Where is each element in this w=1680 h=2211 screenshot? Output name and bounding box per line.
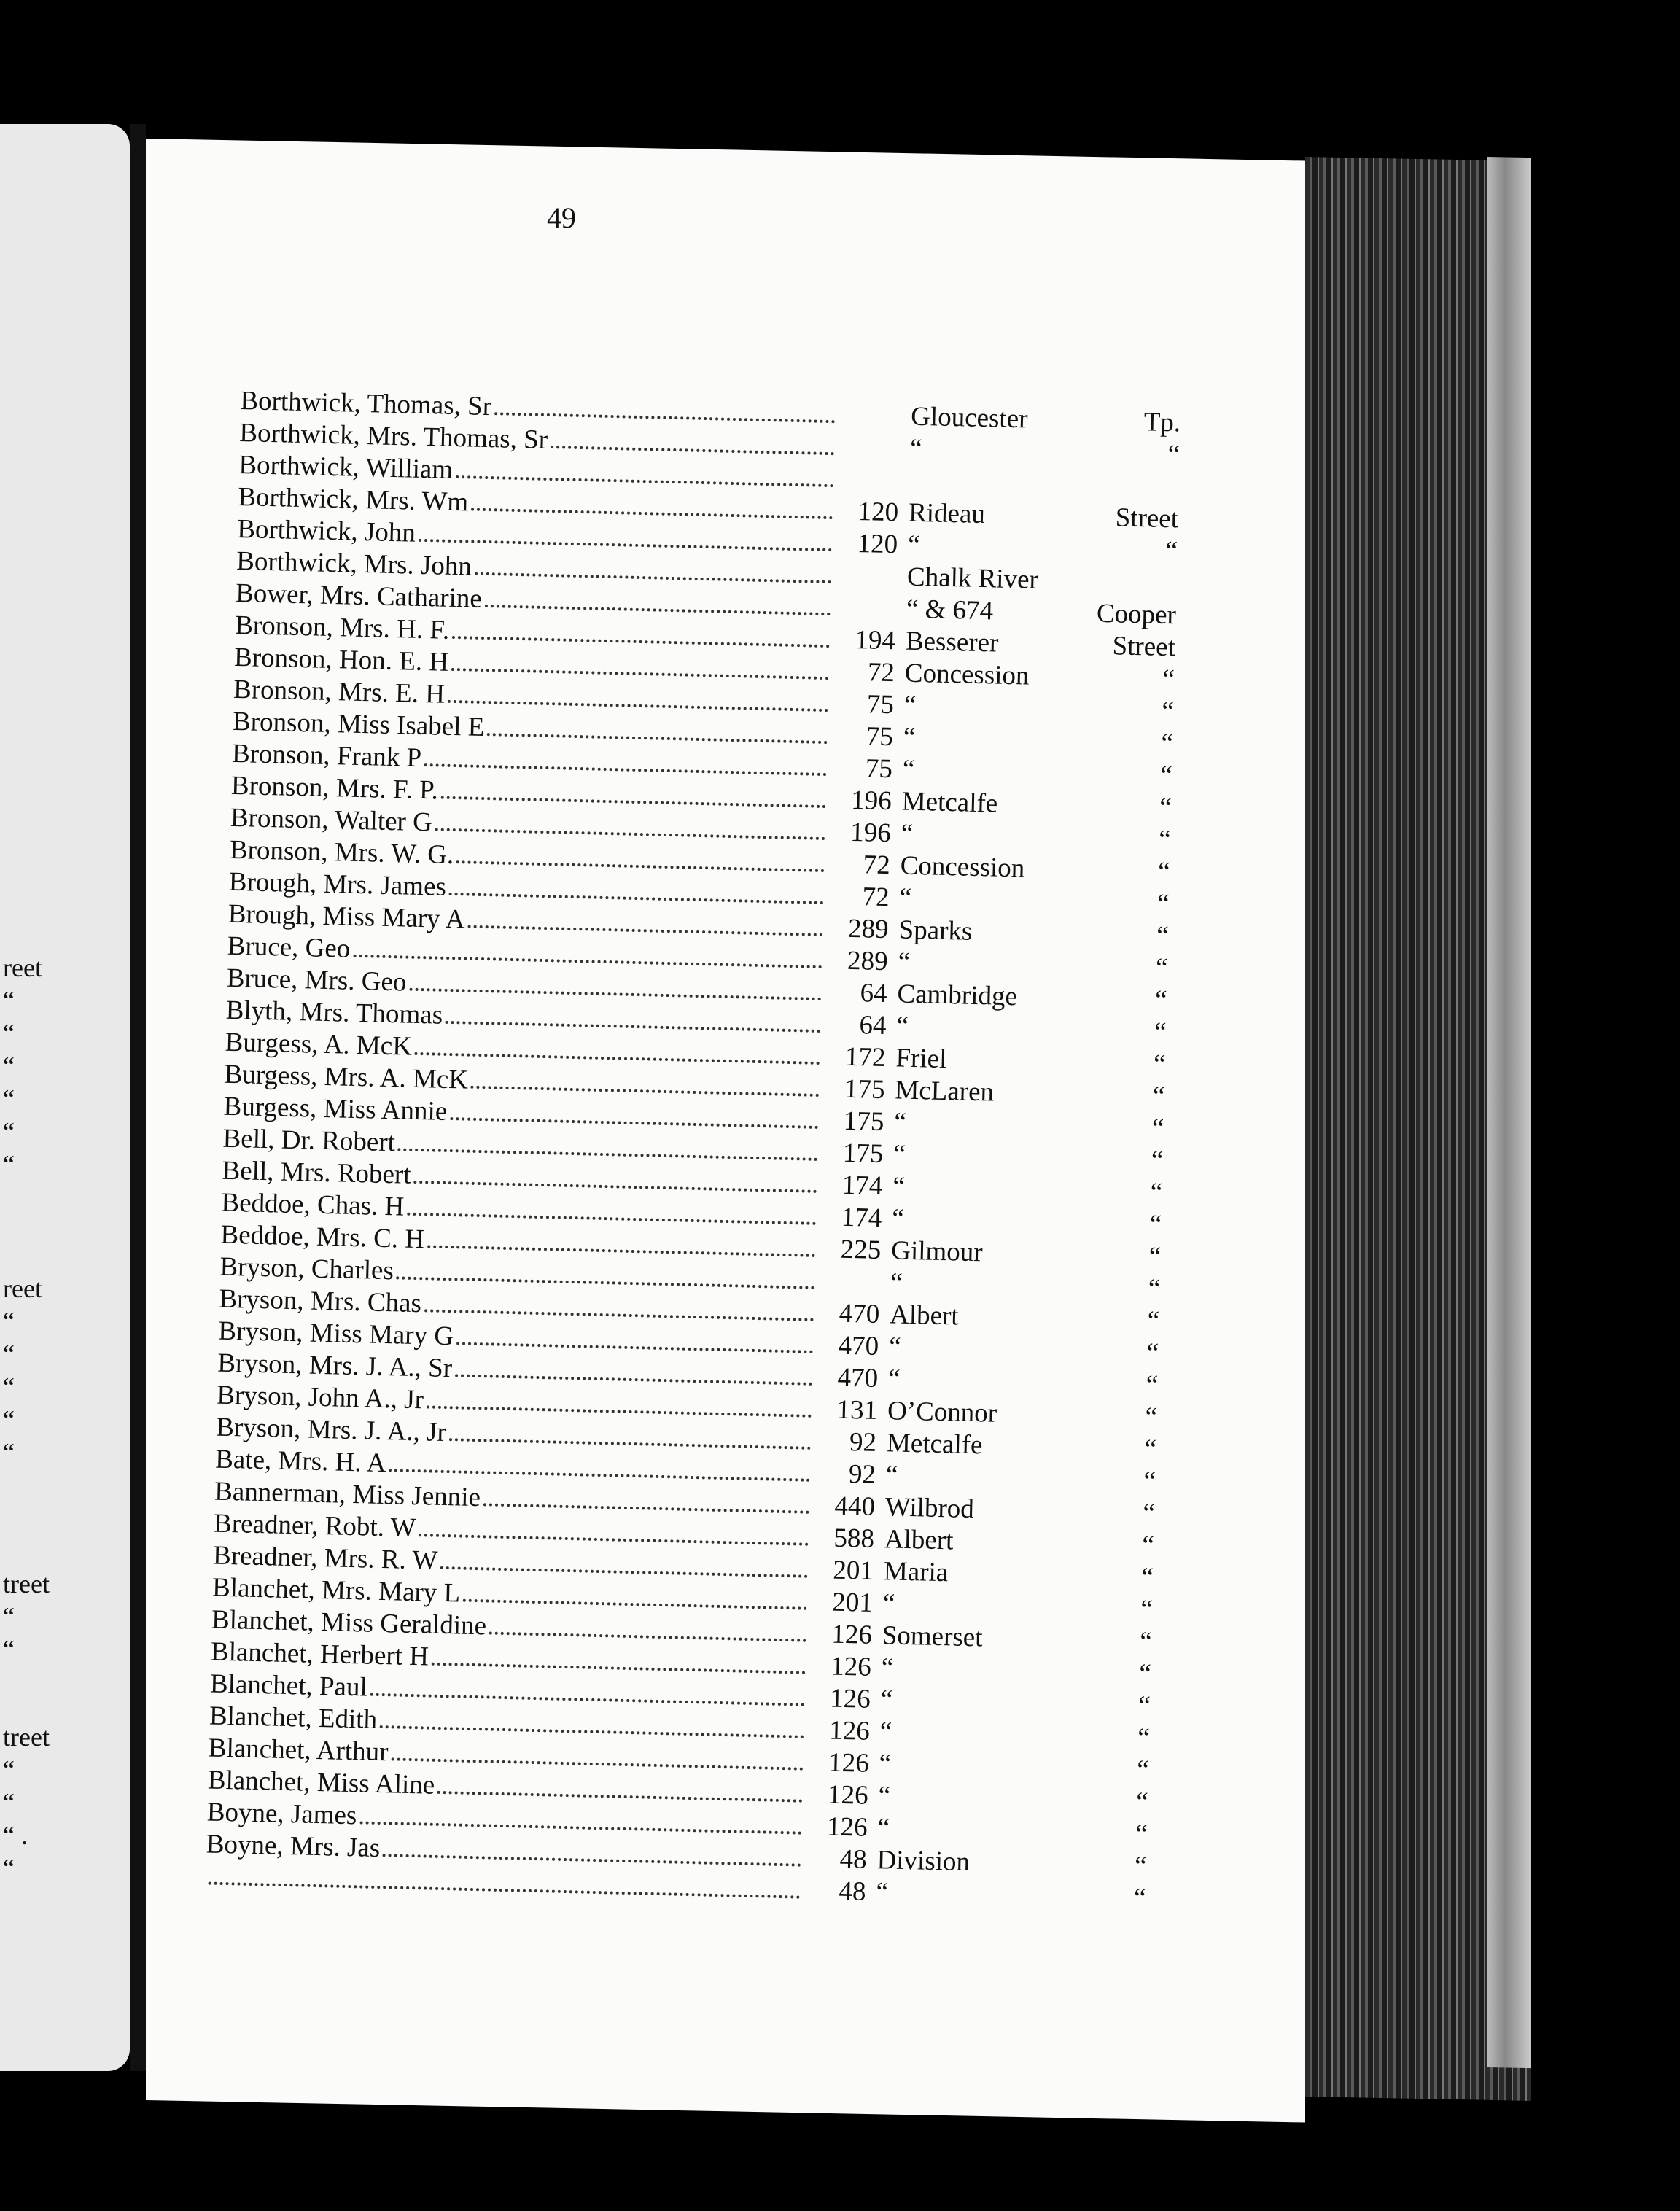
- directory-listing: [205, 385, 1181, 1915]
- entry-street: Metcalfe: [886, 1428, 983, 1461]
- entry-street-number: 126: [828, 1715, 871, 1746]
- dot-leader: [456, 860, 825, 872]
- entry-street-number: 64: [860, 978, 888, 1009]
- left-page-fragment: “ .: [3, 1821, 28, 1850]
- entry-street-number: 72: [863, 850, 891, 881]
- entry-street-number: 174: [841, 1202, 882, 1234]
- entry-street: “: [885, 1460, 898, 1491]
- entry-street-suffix: “: [1145, 1402, 1158, 1433]
- entry-name: Beddoe, Mrs. C. H: [220, 1219, 425, 1255]
- entry-street: “: [877, 1813, 890, 1843]
- dot-leader: [397, 1276, 814, 1289]
- entry-name: Blanchet, Herbert H: [210, 1636, 429, 1672]
- entry-name: Blanchet, Paul: [209, 1668, 368, 1703]
- entry-street: “: [890, 1267, 903, 1298]
- entry-street-number: 174: [841, 1170, 883, 1202]
- entry-name: Bruce, Geo: [227, 930, 351, 964]
- entry-street-number: [833, 615, 896, 617]
- entry-street-number: 175: [843, 1106, 884, 1138]
- left-page-fragment: “: [3, 1052, 15, 1081]
- entry-street-number: 126: [826, 1811, 868, 1843]
- dot-leader: [441, 796, 826, 808]
- entry-street-number: 48: [839, 1843, 868, 1875]
- entry-street: “: [893, 1107, 907, 1138]
- dot-leader: [451, 668, 829, 680]
- entry-street-suffix: “: [1165, 535, 1178, 567]
- entry-street: O’Connor: [887, 1396, 998, 1429]
- entry-street-number: 126: [828, 1747, 870, 1779]
- entry-street-suffix: “: [1138, 1658, 1152, 1689]
- entry-street: Albert: [884, 1524, 954, 1556]
- entry-name: Beddoe, Chas. H: [221, 1187, 405, 1222]
- entry-street-suffix: “: [1147, 1305, 1160, 1337]
- entry-street-number: 175: [844, 1073, 885, 1106]
- entry-street-suffix: “: [1158, 824, 1172, 855]
- entry-name: Bronson, Mrs. F. P.: [230, 770, 439, 806]
- entry-name: Bryson, John A., Jr: [216, 1380, 424, 1415]
- entry-name: Burgess, A. McK: [225, 1027, 413, 1062]
- entry-street: Maria: [883, 1556, 949, 1588]
- entry-street-number: 131: [836, 1394, 878, 1426]
- entry-street-suffix: “: [1134, 1851, 1147, 1881]
- entry-street: “: [903, 722, 916, 753]
- entry-street: Besserer: [905, 626, 999, 658]
- left-page-fragment: reet: [3, 1274, 42, 1303]
- entry-street-number: 120: [858, 497, 899, 528]
- dot-leader: [456, 1342, 813, 1353]
- left-page-fragment: “: [3, 1438, 15, 1467]
- entry-street-number: 92: [849, 1427, 877, 1458]
- entry-name: Bell, Mrs. Robert: [222, 1155, 412, 1190]
- dot-leader: [427, 1245, 815, 1257]
- entry-street-suffix: “: [1156, 888, 1170, 920]
- dot-leader: [419, 1534, 809, 1546]
- dot-leader: [487, 733, 828, 744]
- entry-street-suffix: “: [1149, 1209, 1162, 1240]
- entry-name: Bryson, Mrs. J. A., Jr: [215, 1412, 447, 1448]
- entry-street-number: 588: [833, 1523, 875, 1554]
- entry-name: Brough, Mrs. James: [228, 866, 447, 902]
- entry-street-number: 470: [837, 1362, 879, 1394]
- entry-street-number: 289: [847, 913, 890, 945]
- entry-street-number: [834, 583, 897, 585]
- dot-leader: [489, 1632, 806, 1642]
- entry-street: Wilbrod: [884, 1492, 975, 1525]
- entry-street-suffix: “: [1161, 696, 1175, 727]
- entry-name: Borthwick, Thomas, Sr: [240, 385, 492, 422]
- left-page-fragment: “: [3, 1150, 15, 1179]
- left-page-fragment: “: [3, 1635, 15, 1664]
- dot-leader: [450, 1117, 818, 1129]
- entry-street: “: [903, 690, 917, 720]
- dot-leader: [448, 700, 828, 712]
- entry-street-suffix: “: [1140, 1594, 1154, 1625]
- left-page-fragment: “: [3, 1755, 15, 1784]
- entry-street-suffix: “: [1159, 792, 1172, 823]
- dot-leader: [424, 1309, 814, 1321]
- entry-name: Boyne, Mrs. Jas: [206, 1829, 381, 1864]
- dot-leader: [407, 1213, 816, 1225]
- entry-name: Bryson, Mrs. Chas: [218, 1283, 422, 1319]
- entry-name: Bannerman, Miss Jennie: [214, 1476, 481, 1513]
- dot-leader: [427, 1405, 812, 1417]
- entry-street-suffix: “: [1148, 1241, 1162, 1272]
- entry-street-number: 64: [859, 1010, 887, 1041]
- left-page-fragment: “: [3, 1788, 15, 1817]
- book-gutter: [130, 124, 146, 2071]
- entry-street-suffix: “: [1135, 1819, 1148, 1849]
- entry-street-number: 201: [832, 1555, 874, 1586]
- entry-street-number: 126: [830, 1651, 872, 1682]
- entry-street: Sparks: [898, 914, 973, 947]
- entry-street: Concession: [900, 850, 1025, 884]
- entry-street-suffix: “: [1148, 1273, 1161, 1305]
- entry-street-suffix: “: [1144, 1434, 1157, 1464]
- entry-street: “: [892, 1139, 906, 1170]
- dot-leader: [438, 1791, 803, 1803]
- entry-name: Borthwick, Mrs. Thomas, Sr: [238, 417, 548, 455]
- dot-leader: [471, 508, 833, 519]
- entry-street-number: 75: [866, 721, 894, 753]
- entry-street-suffix: “: [1142, 1498, 1156, 1528]
- entry-name: Bruce, Mrs. Geo: [226, 963, 407, 998]
- entry-street-suffix: “: [1138, 1690, 1151, 1721]
- entry-name: Breadner, Mrs. R. W: [212, 1540, 438, 1576]
- dot-leader: [494, 412, 835, 423]
- left-page-fragment: “: [3, 1854, 15, 1883]
- entry-name: Burgess, Mrs. A. McK: [224, 1059, 469, 1095]
- dot-leader: [398, 1148, 818, 1161]
- entry-street: Somerset: [882, 1620, 983, 1653]
- dot-leader: [370, 1693, 804, 1706]
- entry-street-suffix: “: [1154, 984, 1167, 1016]
- entry-street-suffix: “: [1167, 439, 1181, 470]
- entry-street-number: 470: [839, 1298, 880, 1329]
- entry-street-number: [837, 455, 900, 456]
- entry-street: “: [899, 882, 912, 913]
- dot-leader: [415, 1052, 820, 1065]
- dot-leader: [409, 988, 821, 1000]
- entry-name: Blanchet, Miss Aline: [207, 1765, 435, 1800]
- entry-street-suffix: “: [1157, 856, 1171, 887]
- entry-street-suffix: “: [1139, 1626, 1153, 1657]
- entry-name: Bronson, Mrs. E. H: [233, 674, 446, 710]
- entry-name: Bell, Dr. Robert: [222, 1123, 396, 1158]
- entry-street-number: 172: [844, 1041, 886, 1073]
- dot-leader: [440, 1566, 808, 1578]
- left-page-fragment: treet: [3, 1722, 50, 1752]
- entry-street-number: 194: [855, 624, 896, 656]
- entry-street-number: 175: [842, 1138, 884, 1170]
- entry-street: Friel: [895, 1043, 947, 1075]
- dot-leader: [424, 763, 827, 776]
- entry-street: Chalk River: [906, 562, 1039, 595]
- entry-name: Borthwick, John: [236, 513, 416, 548]
- entry-name: Borthwick, William: [238, 449, 454, 485]
- entry-name: Blanchet, Miss Geraldine: [211, 1604, 487, 1641]
- dot-leader: [455, 1374, 812, 1386]
- entry-street-suffix: Street: [1112, 631, 1176, 663]
- entry-street-number: 289: [847, 945, 889, 977]
- entry-name: Bronson, Walter G: [230, 802, 433, 838]
- entry-name: Boyne, James: [206, 1797, 357, 1831]
- entry-street-suffix: “: [1152, 1081, 1165, 1112]
- left-page-fragment: “: [3, 1307, 15, 1336]
- entry-street-suffix: “: [1160, 728, 1174, 759]
- entry-name: Bryson, Miss Mary G: [217, 1316, 454, 1352]
- entry-street: Division: [876, 1845, 971, 1878]
- left-page-fragment: “: [3, 1372, 15, 1402]
- entry-street: Albert: [889, 1299, 960, 1332]
- entry-street-suffix: “: [1150, 1177, 1163, 1208]
- entry-name: Bronson, Mrs. W. G.: [229, 834, 454, 871]
- dot-leader: [389, 1469, 810, 1482]
- entry-street: “: [892, 1171, 906, 1202]
- dot-leader: [380, 1725, 804, 1738]
- dot-leader: [483, 1503, 809, 1514]
- entry-street: Gilmour: [890, 1235, 984, 1268]
- entry-street-suffix: “: [1146, 1337, 1159, 1369]
- entry-street: “: [891, 1203, 905, 1234]
- entry-street-number: 126: [827, 1779, 869, 1811]
- entry-street: “: [902, 754, 915, 785]
- entry-street-suffix: “: [1162, 664, 1175, 695]
- left-page-fragment: “: [3, 1405, 15, 1434]
- entry-street-number: 48: [839, 1876, 867, 1907]
- entry-street: “: [880, 1685, 893, 1715]
- entry-street-number: 72: [867, 657, 895, 688]
- entry-street-number: 126: [831, 1619, 873, 1650]
- entry-street-number: 196: [849, 817, 892, 849]
- entry-street-number: [838, 423, 901, 424]
- entry-name: Bronson, Frank P: [231, 738, 422, 773]
- dot-leader: [452, 636, 830, 648]
- entry-street-number: 201: [831, 1587, 874, 1618]
- entry-name: Bronson, Mrs. H. F.: [234, 610, 450, 645]
- entry-street: “: [878, 1781, 891, 1811]
- entry-street-number: 196: [850, 785, 892, 817]
- entry-street: “: [887, 1364, 901, 1394]
- entry-street: Metcalfe: [901, 786, 998, 819]
- dot-leader: [383, 1854, 801, 1867]
- dot-leader: [449, 893, 824, 904]
- dot-leader: [471, 1086, 820, 1097]
- entry-street-suffix: “: [1140, 1562, 1154, 1593]
- entry-name: Blyth, Mrs. Thomas: [225, 995, 443, 1030]
- entry-street-number: [817, 1289, 880, 1291]
- entry-name: Bryson, Charles: [219, 1251, 394, 1286]
- left-page-fragment: “: [3, 986, 15, 1015]
- entry-street: “: [907, 529, 921, 561]
- dot-leader: [475, 572, 831, 584]
- entry-name: Blanchet, Edith: [209, 1701, 378, 1735]
- entry-street-suffix: “: [1137, 1722, 1151, 1753]
- entry-street: “: [876, 1877, 889, 1908]
- entry-street-suffix: “: [1151, 1145, 1164, 1176]
- dot-leader: [485, 605, 831, 615]
- entry-name: Breadner, Robt. W: [213, 1508, 416, 1544]
- entry-name: Blanchet, Arthur: [208, 1733, 389, 1768]
- entry-street: “: [879, 1717, 892, 1747]
- entry-street: “: [888, 1332, 902, 1362]
- entry-name: Bryson, Mrs. J. A., Sr: [217, 1348, 453, 1384]
- dot-leader: [391, 1757, 803, 1770]
- entry-street-number: 75: [866, 689, 895, 720]
- dot-leader: [432, 1663, 806, 1674]
- entry-street-number: 470: [838, 1330, 879, 1361]
- dot-leader: [413, 1181, 817, 1193]
- dot-leader: [551, 446, 834, 455]
- entry-street-number: 225: [840, 1234, 882, 1266]
- entry-street-suffix: “: [1159, 760, 1173, 791]
- entry-name: Bronson, Miss Isabel E: [232, 706, 485, 743]
- left-page-fragment: “: [3, 1602, 15, 1631]
- dot-leader: [446, 1021, 821, 1033]
- entry-street-number: 72: [862, 882, 890, 913]
- dot-leader: [419, 539, 832, 551]
- entry-street: Rideau: [908, 497, 986, 530]
- left-page-fragment: “: [3, 1019, 15, 1048]
- entry-street-suffix: “: [1146, 1369, 1159, 1401]
- dot-leader: [449, 1438, 811, 1450]
- entry-street-suffix: “: [1133, 1883, 1146, 1913]
- entry-street: Gloucester: [910, 401, 1028, 435]
- entry-street-suffix: [1092, 494, 1179, 496]
- entry-street-suffix: “: [1136, 1755, 1150, 1785]
- entry-street-suffix: Cooper: [1096, 598, 1177, 631]
- dot-leader: [359, 1821, 801, 1834]
- entry-name: Bate, Mrs. H. A: [214, 1444, 387, 1479]
- entry-street-suffix: [1089, 589, 1177, 591]
- entry-name: Bower, Mrs. Catharine: [235, 578, 483, 614]
- entry-name: Borthwick, Mrs. John: [236, 545, 472, 582]
- entry-street: “: [881, 1652, 894, 1683]
- entry-street-suffix: Street: [1115, 502, 1179, 535]
- entry-street: “: [909, 433, 923, 465]
- entry-street-suffix: “: [1155, 952, 1168, 984]
- entry-street: McLaren: [894, 1075, 995, 1108]
- entry-street-number: 92: [848, 1459, 876, 1490]
- entry-street-suffix: Tp.: [1143, 407, 1181, 438]
- dot-leader: [467, 925, 822, 936]
- entry-street-suffix: “: [1154, 1017, 1167, 1048]
- left-page-fragment: “: [3, 1084, 15, 1114]
- entry-street-suffix: “: [1141, 1530, 1155, 1561]
- entry-street: “: [898, 947, 911, 977]
- entry-street-suffix: “: [1156, 920, 1170, 952]
- entry-street-number: 440: [834, 1491, 876, 1522]
- dot-leader: [435, 828, 825, 840]
- left-page-fragment: reet: [3, 953, 42, 982]
- entry-name: Burgess, Miss Annie: [223, 1091, 448, 1127]
- entry-street: [899, 489, 1092, 493]
- entry-street-suffix: “: [1151, 1113, 1164, 1144]
- entry-street-suffix: “: [1143, 1466, 1156, 1496]
- entry-street-number: [836, 487, 899, 489]
- entry-street: Cambridge: [897, 979, 1018, 1012]
- entry-name: Bronson, Hon. E. H: [233, 642, 449, 677]
- dot-leader: [456, 475, 833, 487]
- entry-name: Blanchet, Mrs. Mary L: [211, 1572, 461, 1609]
- entry-street: Concession: [904, 658, 1030, 691]
- entry-street-number: 75: [865, 753, 893, 785]
- entry-street: “ & 674: [906, 594, 994, 626]
- entry-street-suffix: “: [1135, 1787, 1149, 1817]
- entry-street: “: [882, 1588, 895, 1619]
- entry-street-number: 120: [857, 528, 898, 560]
- entry-street: “: [901, 818, 914, 849]
- page-number: 49: [547, 201, 576, 234]
- entry-street: “: [879, 1749, 892, 1779]
- left-page-fragment: treet: [3, 1569, 50, 1598]
- entry-name: Borthwick, Mrs. Wm: [237, 481, 469, 518]
- left-page-fragment: “: [3, 1117, 15, 1146]
- entry-street: “: [896, 1011, 909, 1041]
- dot-leader: [463, 1599, 807, 1610]
- entry-street-suffix: “: [1153, 1049, 1166, 1080]
- entry-street-number: 126: [829, 1683, 871, 1714]
- book-fore-edge: [1488, 157, 1531, 2068]
- left-page-fragment: “: [3, 1340, 15, 1369]
- entry-name: Brough, Miss Mary A: [228, 898, 466, 935]
